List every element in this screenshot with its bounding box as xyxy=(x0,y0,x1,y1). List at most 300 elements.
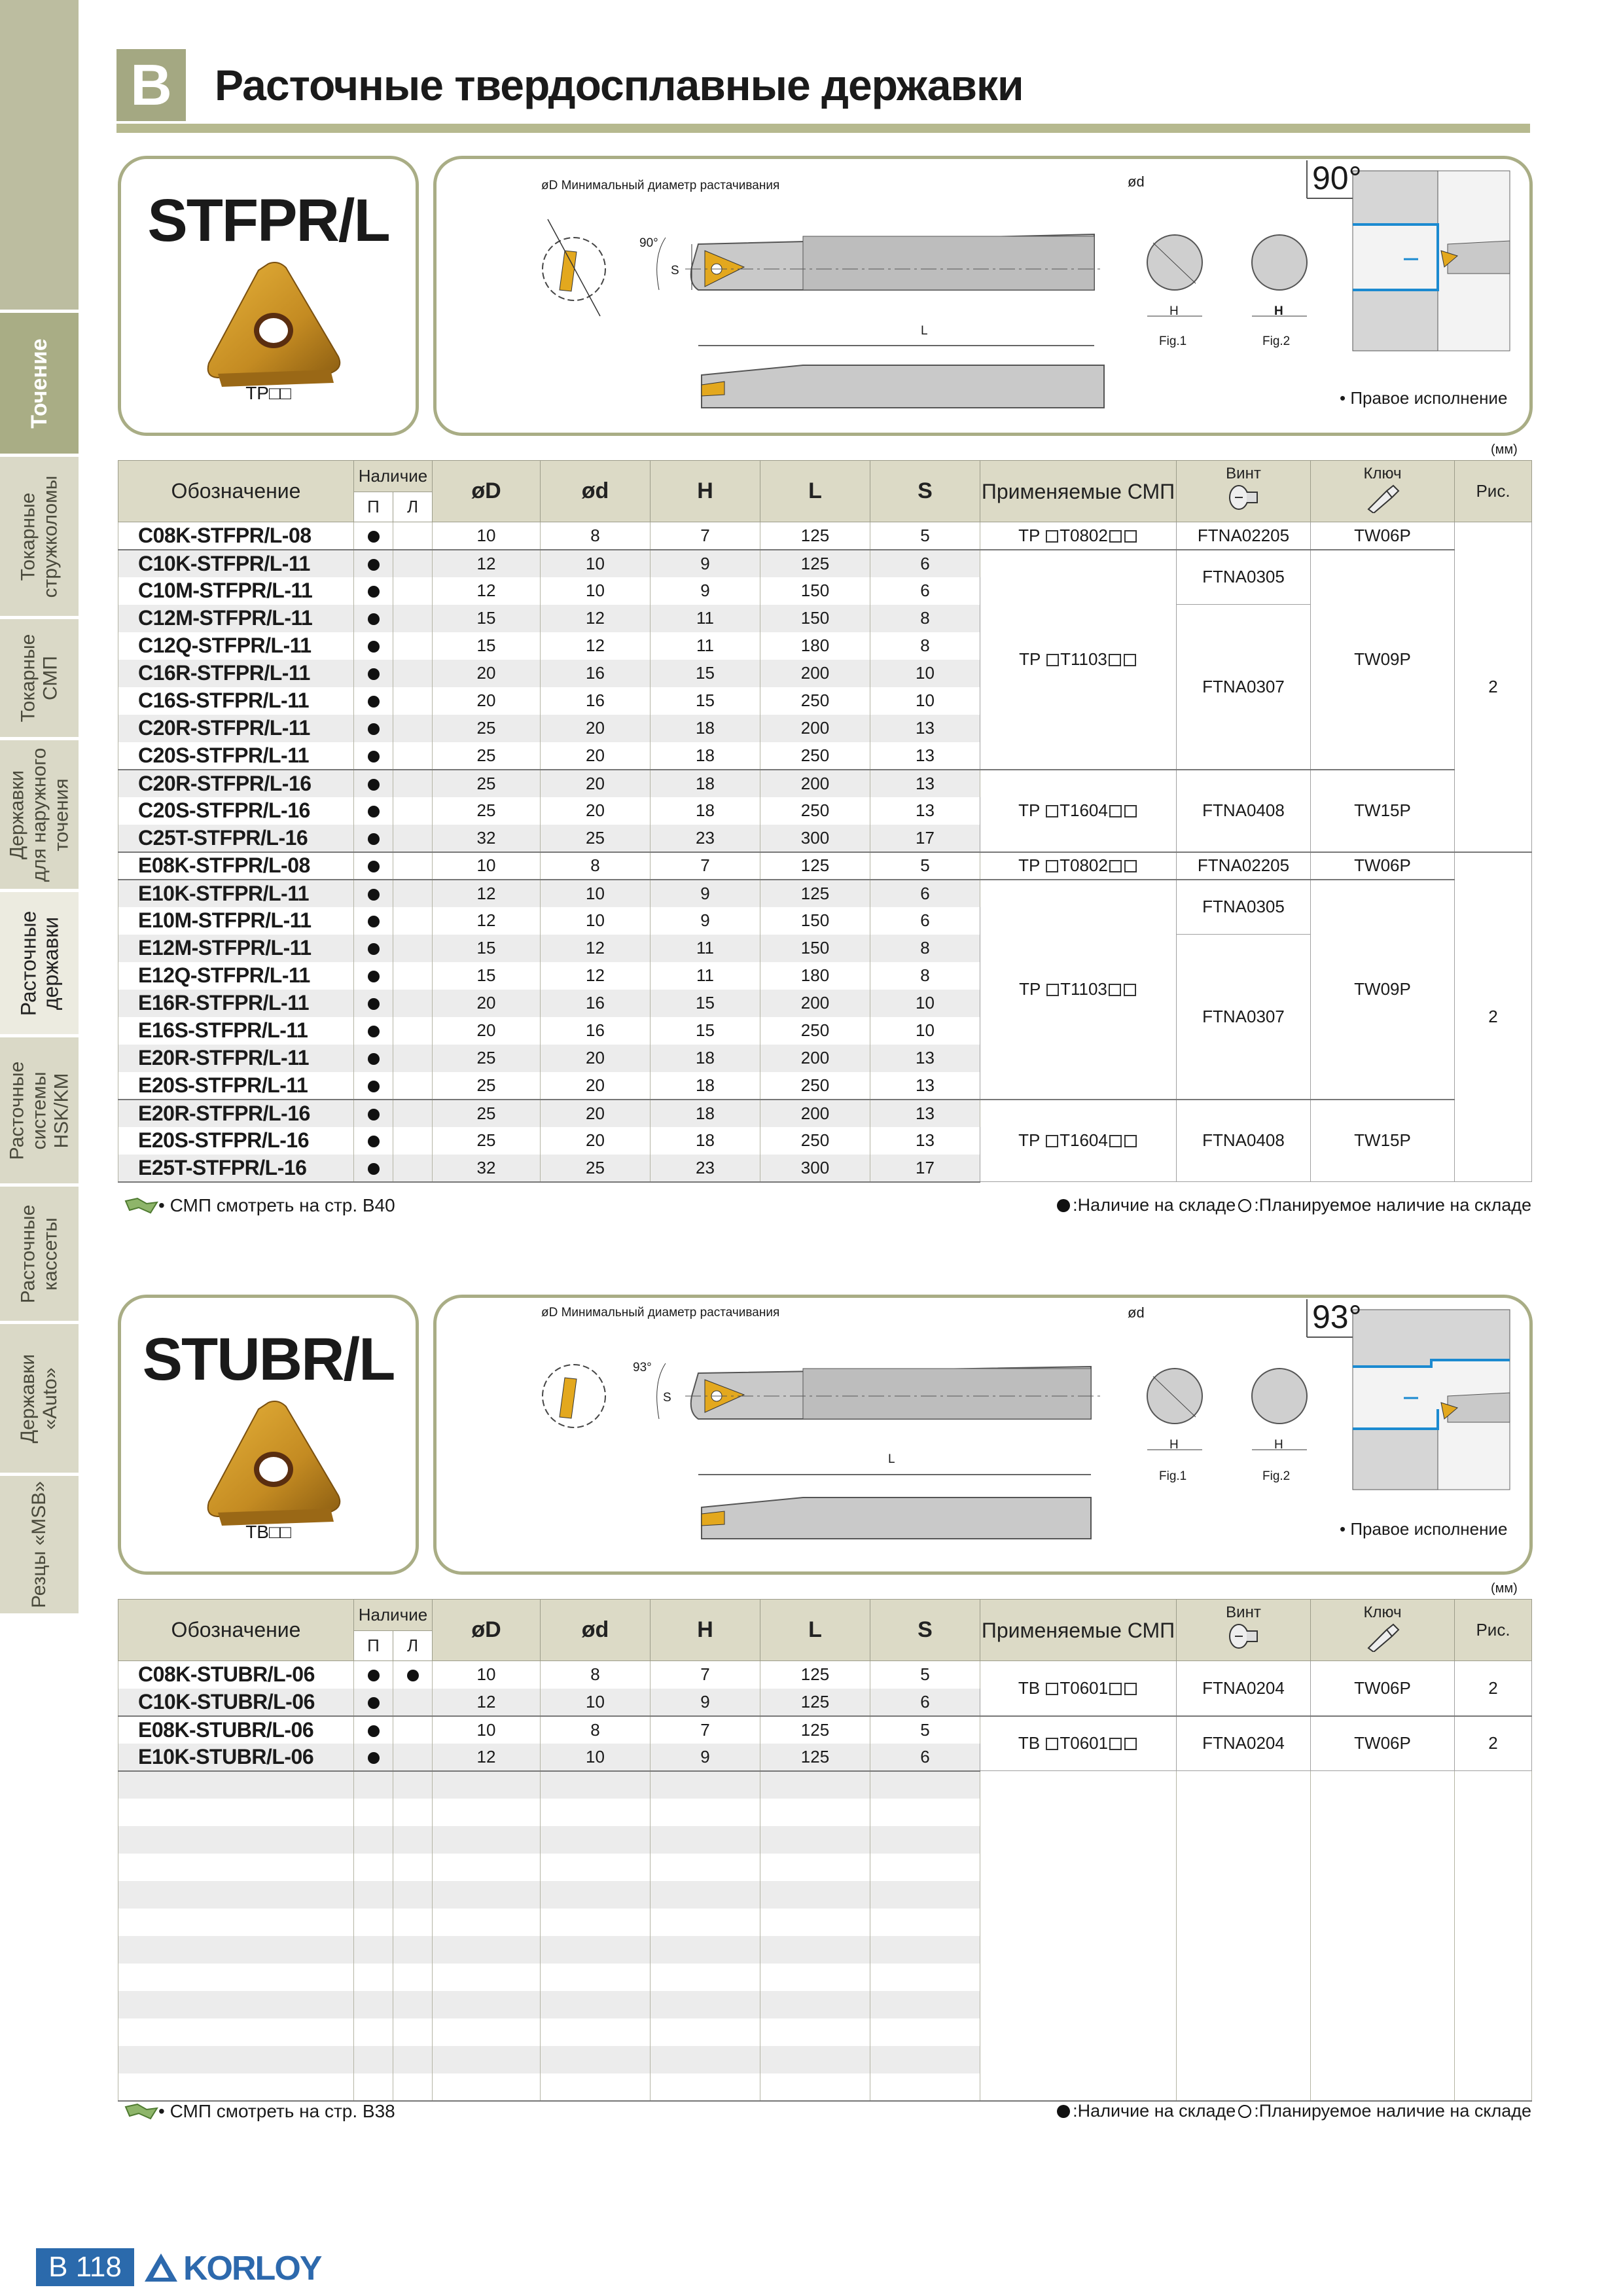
fig-cell: 2 xyxy=(1455,852,1532,1182)
in-stock-dot-icon xyxy=(368,723,380,735)
empty-cell xyxy=(760,1826,870,1854)
key-icon xyxy=(1363,1622,1402,1652)
col-key-label: Ключ xyxy=(1363,1604,1402,1621)
stock-right-cell xyxy=(354,935,393,962)
offset-cell: 13 xyxy=(870,1072,980,1100)
shank-diameter-cell: 20 xyxy=(541,1072,651,1100)
stock-left-cell xyxy=(393,1716,433,1744)
stock-right-cell xyxy=(354,1716,393,1744)
insert-size: T0601 xyxy=(1060,1677,1109,1698)
empty-row xyxy=(118,1826,1532,1854)
stock-right-cell xyxy=(354,577,393,605)
in-stock-dot-icon xyxy=(1057,2105,1070,2118)
stock-left-cell xyxy=(393,1744,433,1771)
stock-right-cell xyxy=(354,797,393,825)
empty-cell xyxy=(1177,1991,1311,2018)
bore-diameter-cell: 12 xyxy=(433,1689,541,1716)
col-designation: Обозначение xyxy=(118,461,354,522)
key-cell: TW09P xyxy=(1311,880,1455,1100)
table-row xyxy=(118,1100,1532,1127)
empty-cell xyxy=(760,1854,870,1881)
offset-cell: 5 xyxy=(870,522,980,550)
offset-cell: 6 xyxy=(870,907,980,935)
bore-diameter-cell: 25 xyxy=(433,770,541,797)
placeholder-box-icon xyxy=(1109,1738,1122,1750)
empty-cell xyxy=(118,1799,354,1826)
in-stock-dot-icon xyxy=(368,998,380,1010)
spec-table-body xyxy=(118,522,1532,1182)
offset-cell: 5 xyxy=(870,1661,980,1689)
in-stock-dot-icon xyxy=(407,1670,419,1681)
in-stock-dot-icon xyxy=(368,861,380,872)
length-cell: 125 xyxy=(760,880,870,907)
in-stock-dot-icon xyxy=(368,696,380,708)
offset-cell: 13 xyxy=(870,742,980,770)
shank-diameter-cell: 16 xyxy=(541,1017,651,1045)
shank-diameter-cell: 12 xyxy=(541,605,651,632)
section-badge: B xyxy=(116,49,186,121)
shank-diameter-cell: 10 xyxy=(541,577,651,605)
bore-diameter-cell: 20 xyxy=(433,990,541,1017)
col-left: Л xyxy=(393,492,433,522)
empty-cell xyxy=(393,1991,433,2018)
stock-left-cell xyxy=(393,715,433,742)
right-hand-note: • Правое исполнение xyxy=(1340,388,1508,408)
stock-right-cell xyxy=(354,1045,393,1072)
empty-cell xyxy=(651,1936,760,1964)
empty-cell xyxy=(354,2073,393,2101)
col-key xyxy=(1311,1600,1455,1661)
empty-cell xyxy=(980,2018,1177,2046)
tool-drawing-box xyxy=(433,1295,1533,1575)
length-cell: 200 xyxy=(760,1045,870,1072)
page-ref-icon xyxy=(124,1196,158,1215)
empty-cell xyxy=(541,1964,651,1991)
offset-cell: 10 xyxy=(870,990,980,1017)
in-stock-dot-icon xyxy=(368,1109,380,1121)
stock-left-cell xyxy=(393,770,433,797)
length-cell: 125 xyxy=(760,1744,870,1771)
sidebar-item-turning[interactable] xyxy=(0,313,79,457)
footnote xyxy=(124,2101,395,2122)
placeholder-box-icon xyxy=(1109,860,1122,872)
product-name-box xyxy=(118,1295,419,1575)
dim-h2-label: H xyxy=(1274,304,1283,318)
stock-legend xyxy=(982,2101,1531,2121)
offset-cell: 8 xyxy=(870,605,980,632)
designation-cell: C20R-STFPR/L-11 xyxy=(118,715,354,742)
insert-image xyxy=(200,1397,347,1528)
empty-cell xyxy=(1455,2046,1532,2073)
bore-diameter-cell: 10 xyxy=(433,1716,541,1744)
offset-cell: 5 xyxy=(870,852,980,880)
stock-right-cell xyxy=(354,660,393,687)
shank-diameter-cell: 10 xyxy=(541,907,651,935)
insert-prefix: TP xyxy=(1018,525,1040,545)
placeholder-box-icon xyxy=(1046,1683,1058,1695)
page-title: Расточные твердосплавные державки xyxy=(215,61,1024,109)
empty-cell xyxy=(433,2073,541,2101)
designation-cell: E12M-STFPR/L-11 xyxy=(118,935,354,962)
length-cell: 150 xyxy=(760,935,870,962)
empty-cell xyxy=(433,1909,541,1936)
shank-diameter-cell: 10 xyxy=(541,1744,651,1771)
screw-cell: FTNA0307 xyxy=(1177,605,1311,770)
empty-cell xyxy=(1177,2046,1311,2073)
insert-size: T1604 xyxy=(1060,800,1108,820)
length-cell: 200 xyxy=(760,1100,870,1127)
empty-cell xyxy=(354,1964,393,1991)
in-stock-dot-icon xyxy=(368,751,380,762)
designation-cell: E25T-STFPR/L-16 xyxy=(118,1155,354,1182)
stock-right-cell xyxy=(354,1744,393,1771)
dim-l-label: L xyxy=(921,324,928,338)
col-right: П xyxy=(354,492,393,522)
offset-cell: 13 xyxy=(870,770,980,797)
designation-cell: E12Q-STFPR/L-11 xyxy=(118,962,354,990)
empty-cell xyxy=(1455,2018,1532,2046)
bore-diameter-cell: 15 xyxy=(433,962,541,990)
insert-image xyxy=(200,259,347,389)
height-cell: 7 xyxy=(651,522,760,550)
table-row xyxy=(118,1716,1532,1744)
min-bore-label: øD Минимальный диаметр растачивания xyxy=(541,1306,780,1319)
empty-cell xyxy=(980,1909,1177,1936)
designation-cell: E20R-STFPR/L-11 xyxy=(118,1045,354,1072)
empty-cell xyxy=(1311,2046,1455,2073)
height-cell: 18 xyxy=(651,1127,760,1155)
legend-planned: :Планируемое наличие на складе xyxy=(1254,1195,1531,1215)
insert-cell xyxy=(980,880,1177,1100)
placeholder-box-icon xyxy=(1124,805,1137,817)
page-ref-icon xyxy=(124,2102,158,2121)
empty-cell xyxy=(433,1826,541,1854)
col-d-shank: ød xyxy=(541,1600,651,1661)
col-insert: Применяемые СМП xyxy=(980,461,1177,522)
spec-table-body xyxy=(118,1661,1532,2101)
empty-cell xyxy=(433,1854,541,1881)
screw-icon xyxy=(1227,483,1260,513)
shank-diameter-cell: 8 xyxy=(541,522,651,550)
empty-cell xyxy=(651,1771,760,1799)
height-cell: 9 xyxy=(651,550,760,577)
height-cell: 11 xyxy=(651,962,760,990)
empty-cell xyxy=(1177,1881,1311,1909)
offset-cell: 13 xyxy=(870,797,980,825)
offset-cell: 17 xyxy=(870,1155,980,1182)
empty-cell xyxy=(1455,2073,1532,2101)
stock-right-cell xyxy=(354,852,393,880)
tool-drawing-box xyxy=(433,156,1533,436)
bore-diameter-cell: 10 xyxy=(433,1661,541,1689)
length-cell: 125 xyxy=(760,550,870,577)
height-cell: 15 xyxy=(651,660,760,687)
height-cell: 15 xyxy=(651,1017,760,1045)
empty-cell xyxy=(1455,1964,1532,1991)
bore-diameter-cell: 12 xyxy=(433,1744,541,1771)
length-cell: 200 xyxy=(760,660,870,687)
insert-code: TP□□ xyxy=(245,383,291,403)
empty-cell xyxy=(1311,1826,1455,1854)
offset-cell: 17 xyxy=(870,825,980,852)
offset-cell: 13 xyxy=(870,715,980,742)
stock-right-cell xyxy=(354,1155,393,1182)
empty-cell xyxy=(870,1854,980,1881)
empty-cell xyxy=(870,2046,980,2073)
stock-right-cell xyxy=(354,1127,393,1155)
empty-cell xyxy=(433,1799,541,1826)
stock-right-cell xyxy=(354,880,393,907)
col-d-bore: øD xyxy=(433,461,541,522)
in-stock-dot-icon xyxy=(368,1670,380,1681)
placeholder-box-icon xyxy=(1124,1135,1137,1147)
empty-cell xyxy=(1311,1964,1455,1991)
designation-cell: C10K-STUBR/L-06 xyxy=(118,1689,354,1716)
stock-left-cell xyxy=(393,1017,433,1045)
insert-size: T1604 xyxy=(1060,1130,1108,1151)
insert-cell xyxy=(980,770,1177,852)
spec-table-stfpr xyxy=(118,460,1532,1183)
key-cell: TW06P xyxy=(1311,1661,1455,1716)
empty-cell xyxy=(118,1936,354,1964)
in-stock-dot-icon xyxy=(368,833,380,845)
designation-cell: E16S-STFPR/L-11 xyxy=(118,1017,354,1045)
angle-label: 93° xyxy=(633,1361,652,1374)
height-cell: 18 xyxy=(651,797,760,825)
dim-d-label: ød xyxy=(1128,173,1145,190)
footnote xyxy=(124,1195,395,1216)
designation-cell: E10K-STUBR/L-06 xyxy=(118,1744,354,1771)
empty-cell xyxy=(651,1909,760,1936)
bore-diameter-cell: 15 xyxy=(433,632,541,660)
shank-diameter-cell: 20 xyxy=(541,1100,651,1127)
insert-prefix: TP xyxy=(1018,855,1040,875)
height-cell: 15 xyxy=(651,687,760,715)
empty-cell xyxy=(1311,2018,1455,2046)
stock-left-cell xyxy=(393,962,433,990)
empty-cell xyxy=(1455,1771,1532,1799)
stock-left-cell xyxy=(393,605,433,632)
col-fig: Рис. xyxy=(1455,461,1532,522)
stock-left-cell xyxy=(393,1661,433,1689)
screw-cell: FTNA0307 xyxy=(1177,935,1311,1100)
empty-cell xyxy=(433,2018,541,2046)
spec-table-stubr xyxy=(118,1599,1532,2102)
shank-diameter-cell: 25 xyxy=(541,1155,651,1182)
designation-cell: C10M-STFPR/L-11 xyxy=(118,577,354,605)
dim-h1-label: H xyxy=(1169,1438,1179,1452)
insert-prefix: TP xyxy=(1019,979,1041,999)
empty-cell xyxy=(760,2018,870,2046)
sidebar-item-external-holders[interactable] xyxy=(0,740,79,892)
placeholder-box-icon xyxy=(1046,1135,1058,1147)
dim-s-label: S xyxy=(663,1391,671,1405)
length-cell: 250 xyxy=(760,1017,870,1045)
length-cell: 150 xyxy=(760,577,870,605)
designation-cell: C08K-STFPR/L-08 xyxy=(118,522,354,550)
empty-cell xyxy=(980,1964,1177,1991)
designation-cell: E10K-STFPR/L-11 xyxy=(118,880,354,907)
empty-cell xyxy=(118,2046,354,2073)
sidebar-item-hsk-km[interactable] xyxy=(0,1037,79,1187)
insert-code: TB□□ xyxy=(245,1522,291,1542)
in-stock-dot-icon xyxy=(368,1697,380,1709)
empty-cell xyxy=(870,1991,980,2018)
sidebar-item-boring-bars[interactable] xyxy=(0,892,79,1037)
empty-cell xyxy=(541,1991,651,2018)
stock-left-cell xyxy=(393,880,433,907)
col-insert: Применяемые СМП xyxy=(980,1600,1177,1661)
empty-cell xyxy=(118,1771,354,1799)
insert-cell xyxy=(980,852,1177,880)
dim-h1-label: H xyxy=(1169,304,1179,318)
empty-cell xyxy=(433,1991,541,2018)
angle-label: 90° xyxy=(639,236,658,250)
sidebar-item-inserts[interactable] xyxy=(0,619,79,740)
shank-diameter-cell: 20 xyxy=(541,797,651,825)
empty-cell xyxy=(651,2073,760,2101)
designation-cell: E20S-STFPR/L-11 xyxy=(118,1072,354,1100)
empty-cell xyxy=(1455,1991,1532,2018)
sidebar-item-label: Державки для наружного точения xyxy=(6,747,73,882)
empty-cell xyxy=(1455,1799,1532,1826)
height-cell: 7 xyxy=(651,852,760,880)
empty-row xyxy=(118,1964,1532,1991)
sidebar-top-block xyxy=(0,0,79,313)
placeholder-box-icon xyxy=(1046,805,1058,817)
designation-cell: E10M-STFPR/L-11 xyxy=(118,907,354,935)
empty-cell xyxy=(541,2073,651,2101)
units-label: (мм) xyxy=(1491,442,1518,457)
empty-cell xyxy=(354,2046,393,2073)
in-stock-dot-icon xyxy=(368,1163,380,1175)
empty-cell xyxy=(354,1991,393,2018)
bore-diameter-cell: 10 xyxy=(433,852,541,880)
stock-left-cell xyxy=(393,1045,433,1072)
bore-diameter-cell: 12 xyxy=(433,550,541,577)
stock-left-cell xyxy=(393,1155,433,1182)
stock-right-cell xyxy=(354,715,393,742)
empty-cell xyxy=(760,1964,870,1991)
sidebar-item-label: Расточные державки xyxy=(16,910,63,1016)
empty-cell xyxy=(760,1799,870,1826)
empty-cell xyxy=(980,1854,1177,1881)
col-key xyxy=(1311,461,1455,522)
empty-cell xyxy=(541,1799,651,1826)
offset-cell: 8 xyxy=(870,962,980,990)
bore-diameter-cell: 25 xyxy=(433,1100,541,1127)
offset-cell: 10 xyxy=(870,1017,980,1045)
length-cell: 200 xyxy=(760,770,870,797)
sidebar-item-label: Расточные системы HSK/KM xyxy=(6,1061,73,1160)
empty-row xyxy=(118,1881,1532,1909)
stock-right-cell xyxy=(354,1689,393,1716)
right-hand-note: • Правое исполнение xyxy=(1340,1519,1508,1539)
approach-angle: 93° xyxy=(1312,1299,1362,1335)
header-divider xyxy=(116,124,1530,133)
placeholder-box-icon xyxy=(1124,1683,1137,1695)
empty-cell xyxy=(980,1771,1177,1799)
empty-cell xyxy=(118,1909,354,1936)
designation-cell: C12Q-STFPR/L-11 xyxy=(118,632,354,660)
length-cell: 150 xyxy=(760,605,870,632)
empty-cell xyxy=(870,1826,980,1854)
sidebar-item-auto[interactable] xyxy=(0,1324,79,1476)
col-s: S xyxy=(870,461,980,522)
empty-cell xyxy=(541,1826,651,1854)
empty-cell xyxy=(354,2018,393,2046)
empty-cell xyxy=(1311,1991,1455,2018)
shank-diameter-cell: 10 xyxy=(541,550,651,577)
length-cell: 250 xyxy=(760,742,870,770)
sidebar-item-label: Расточные кассеты xyxy=(17,1204,62,1303)
placeholder-box-icon xyxy=(1109,805,1122,817)
bore-diameter-cell: 15 xyxy=(433,605,541,632)
shank-diameter-cell: 16 xyxy=(541,687,651,715)
empty-row xyxy=(118,2073,1532,2101)
offset-cell: 8 xyxy=(870,632,980,660)
footnote-text: • СМП смотреть на стр. B38 xyxy=(158,2101,395,2121)
sidebar-item-msb[interactable] xyxy=(0,1476,79,1617)
planned-circle-icon xyxy=(1238,1199,1251,1212)
empty-cell xyxy=(393,1771,433,1799)
length-cell: 180 xyxy=(760,962,870,990)
sidebar-item-label: Токарные СМП xyxy=(17,634,62,723)
in-stock-dot-icon xyxy=(368,559,380,571)
stock-left-cell xyxy=(393,577,433,605)
length-cell: 200 xyxy=(760,715,870,742)
empty-cell xyxy=(118,1964,354,1991)
empty-cell xyxy=(760,1909,870,1936)
korloy-logo-icon xyxy=(143,2251,179,2284)
empty-cell xyxy=(980,1991,1177,2018)
placeholder-box-icon xyxy=(1124,654,1136,666)
empty-cell xyxy=(118,2073,354,2101)
shank-diameter-cell: 25 xyxy=(541,825,651,852)
empty-cell xyxy=(870,1964,980,1991)
empty-cell xyxy=(118,1991,354,2018)
insert-cell xyxy=(980,1100,1177,1182)
empty-cell xyxy=(354,1826,393,1854)
empty-cell xyxy=(541,2046,651,2073)
empty-cell xyxy=(433,1964,541,1991)
sidebar-nav xyxy=(0,0,79,1617)
length-cell: 300 xyxy=(760,825,870,852)
insert-size: T1103 xyxy=(1060,649,1107,669)
stock-right-cell xyxy=(354,962,393,990)
empty-cell xyxy=(1177,1964,1311,1991)
designation-cell: C25T-STFPR/L-16 xyxy=(118,825,354,852)
empty-cell xyxy=(393,2046,433,2073)
empty-row xyxy=(118,1909,1532,1936)
col-stock: Наличие xyxy=(354,461,433,492)
sidebar-item-cassettes[interactable] xyxy=(0,1187,79,1324)
screw-cell: FTNA0408 xyxy=(1177,770,1311,852)
empty-cell xyxy=(393,1881,433,1909)
offset-cell: 8 xyxy=(870,935,980,962)
product-name-box xyxy=(118,156,419,436)
sidebar-item-chipbreakers[interactable] xyxy=(0,457,79,619)
offset-cell: 6 xyxy=(870,577,980,605)
in-stock-dot-icon xyxy=(368,531,380,543)
in-stock-dot-icon xyxy=(368,889,380,901)
in-stock-dot-icon xyxy=(1057,1199,1070,1212)
empty-cell xyxy=(541,1909,651,1936)
empty-cell xyxy=(354,1936,393,1964)
placeholder-box-icon xyxy=(1109,654,1121,666)
offset-cell: 6 xyxy=(870,1689,980,1716)
empty-cell xyxy=(393,1909,433,1936)
